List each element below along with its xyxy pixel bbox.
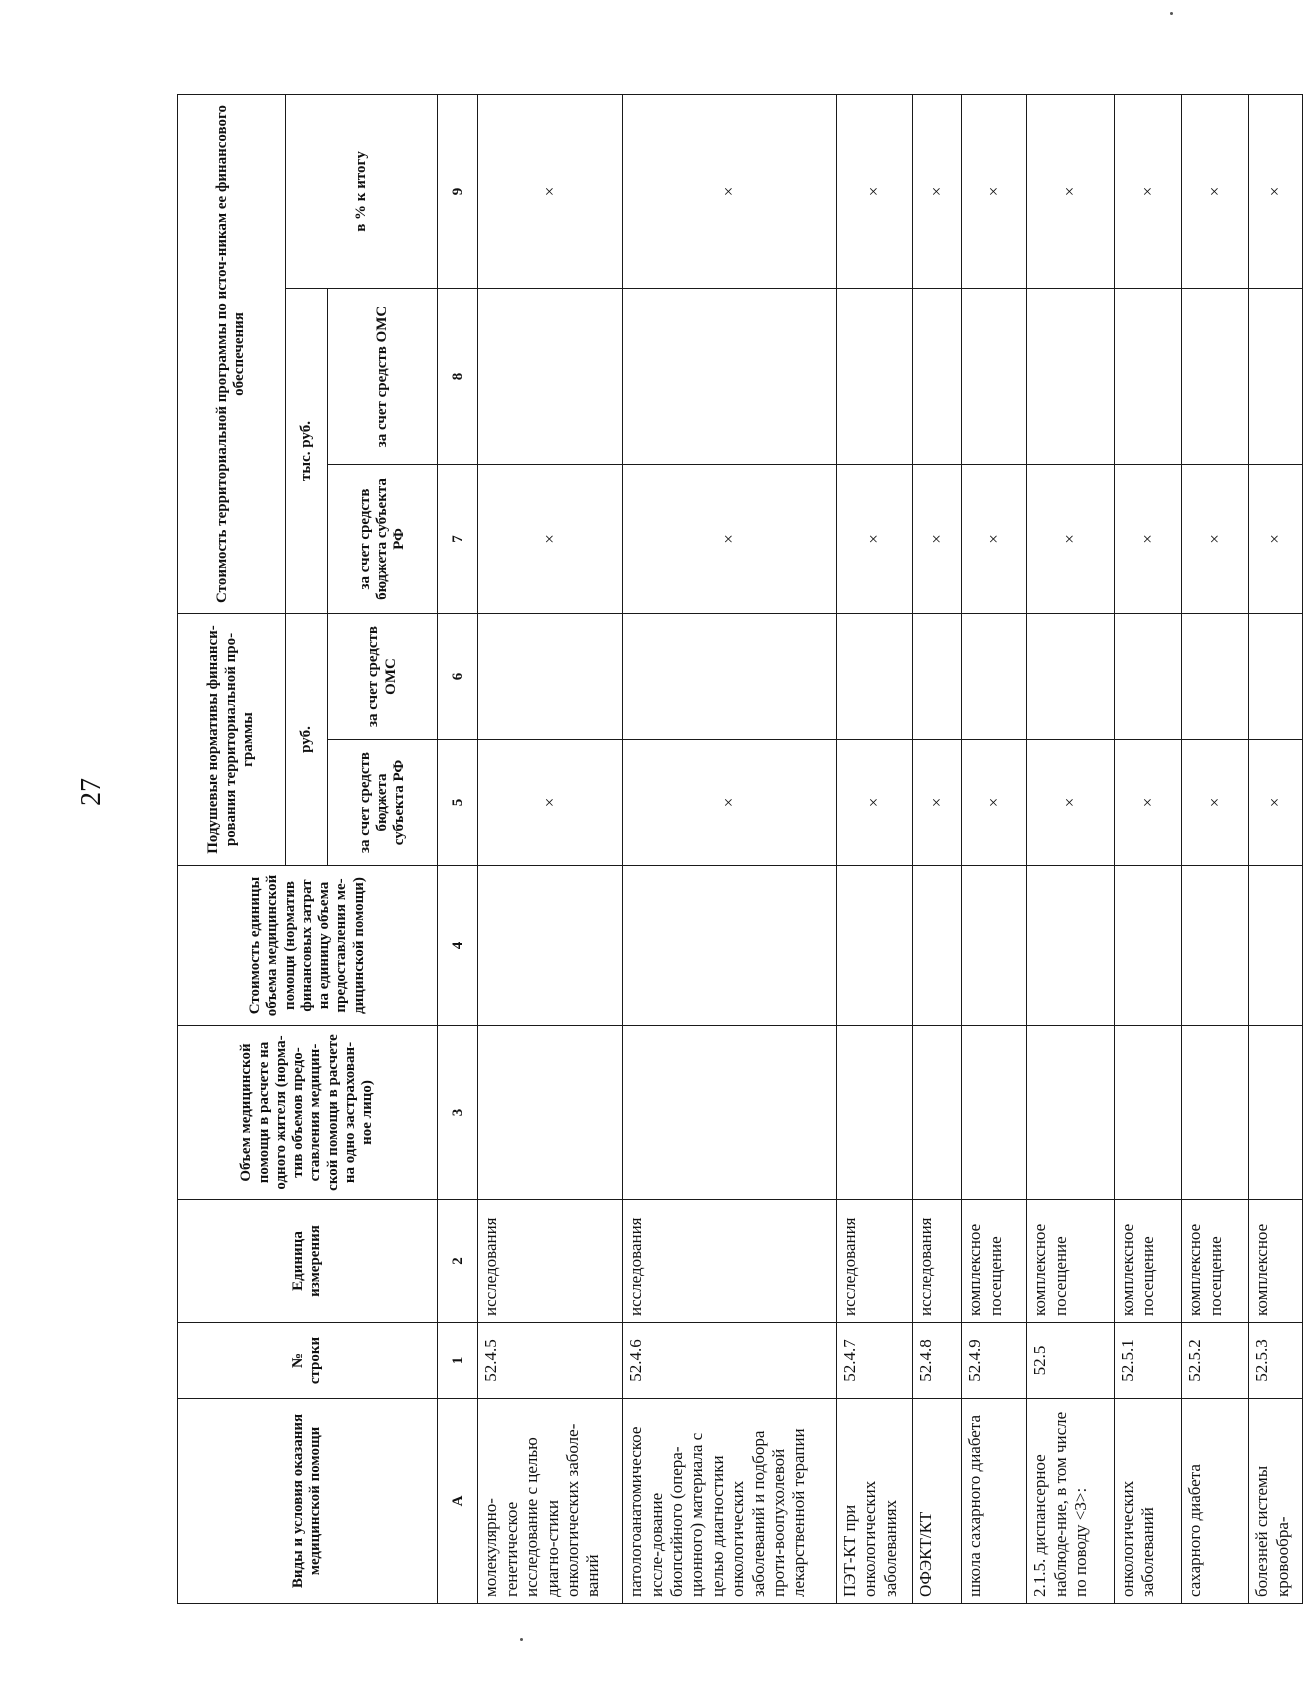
page-number: 27 — [76, 778, 107, 806]
header-group-cost: Стоимость территориальной программы по источ-никам ее финансового обеспечения — [178, 94, 286, 613]
header-col-9: в % к итогу — [285, 94, 437, 288]
cell-col6 — [1114, 613, 1181, 739]
cell-col8 — [623, 288, 837, 464]
row-name: ОФЭКТ/КТ — [913, 1399, 962, 1604]
cell-col5: × — [478, 740, 623, 866]
cell-col6 — [1027, 613, 1114, 739]
col-number: А — [437, 1399, 477, 1604]
cell-col9: × — [1027, 94, 1114, 288]
cell-col7: × — [1249, 464, 1303, 613]
row-name: школа сахарного диабета — [962, 1399, 1027, 1604]
cell-col6 — [836, 613, 912, 739]
cell-col8 — [836, 288, 912, 464]
cell-col9: × — [836, 94, 912, 288]
cell-col9: × — [623, 94, 837, 288]
header-col-1: № строки — [178, 1323, 438, 1399]
header-col-2: Единица измерения — [178, 1200, 438, 1323]
col-number: 9 — [437, 94, 477, 288]
row-number: 52.5.3 — [1249, 1323, 1303, 1399]
table-row — [478, 94, 623, 1603]
cell-col5: × — [1182, 740, 1249, 866]
header-col-4: Стоимость единицы объема медицинской помощи (норматив финансовых затрат на единицу объема предоставления ме-дицинской помощи) — [178, 866, 438, 1026]
scan-speck — [1170, 12, 1173, 15]
header-col-7: за счет средств бюджета субъекта РФ — [328, 464, 438, 613]
cell-col4 — [962, 866, 1027, 1026]
header-col-a: Виды и условия оказания медицинской помощи — [178, 1399, 438, 1604]
cell-col5: × — [836, 740, 912, 866]
header-norm-unit: руб. — [285, 613, 328, 865]
row-unit: исследования — [623, 1200, 837, 1323]
table-row — [1249, 94, 1303, 1603]
row-number: 52.5 — [1027, 1323, 1114, 1399]
header-col-6: за счет средств ОМС — [328, 613, 438, 739]
cell-col4 — [1182, 866, 1249, 1026]
cell-col8 — [478, 288, 623, 464]
cell-col9: × — [913, 94, 962, 288]
col-number: 2 — [437, 1200, 477, 1323]
column-number-row — [437, 94, 477, 1603]
cell-col6 — [913, 613, 962, 739]
cell-col8 — [1027, 288, 1114, 464]
cell-col3 — [913, 1026, 962, 1200]
cell-col3 — [1249, 1026, 1303, 1200]
row-number: 52.5.1 — [1114, 1323, 1181, 1399]
cell-col6 — [478, 613, 623, 739]
cell-col5: × — [1249, 740, 1303, 866]
cell-col3 — [1182, 1026, 1249, 1200]
row-number: 52.5.2 — [1182, 1323, 1249, 1399]
table-row — [1027, 94, 1114, 1603]
cell-col4 — [1027, 866, 1114, 1026]
cell-col9: × — [1114, 94, 1181, 288]
col-number: 4 — [437, 866, 477, 1026]
scan-speck — [520, 1638, 523, 1641]
row-unit: исследования — [478, 1200, 623, 1323]
col-number: 7 — [437, 464, 477, 613]
header-col-8: за счет средств ОМС — [328, 288, 438, 464]
cell-col3 — [836, 1026, 912, 1200]
table-row — [836, 94, 912, 1603]
row-name: молекулярно-генетическое исследование с целью диагно-стики онкологических заболе-ваний — [478, 1399, 623, 1604]
header-col-5: за счет средств бюджета субъекта РФ — [328, 740, 438, 866]
cell-col5: × — [1027, 740, 1114, 866]
col-number: 5 — [437, 740, 477, 866]
cell-col5: × — [962, 740, 1027, 866]
cell-col4 — [836, 866, 912, 1026]
row-unit: исследования — [913, 1200, 962, 1323]
cell-col8 — [1182, 288, 1249, 464]
row-unit: комплексное посещение — [962, 1200, 1027, 1323]
cell-col5: × — [1114, 740, 1181, 866]
table-row — [1182, 94, 1249, 1603]
cell-col3 — [1114, 1026, 1181, 1200]
cell-col3 — [1027, 1026, 1114, 1200]
table-row — [623, 94, 837, 1603]
cell-col3 — [478, 1026, 623, 1200]
financing-table — [177, 94, 1303, 1604]
cell-col4 — [478, 866, 623, 1026]
header-group-norm: Подушевые нормативы финанси-рования территориальной про-граммы — [178, 613, 286, 865]
cell-col9: × — [478, 94, 623, 288]
cell-col4 — [623, 866, 837, 1026]
rotated-table-wrapper — [177, 95, 1303, 1604]
cell-col9: × — [1249, 94, 1303, 288]
cell-col6 — [1249, 613, 1303, 739]
row-name: ПЭТ-КТ при онкологических заболеваниях — [836, 1399, 912, 1604]
cell-col8 — [1114, 288, 1181, 464]
cell-col9: × — [1182, 94, 1249, 288]
col-number: 8 — [437, 288, 477, 464]
cell-col5: × — [913, 740, 962, 866]
cell-col3 — [962, 1026, 1027, 1200]
cell-col6 — [962, 613, 1027, 739]
header-cost-unit: тыс. руб. — [285, 288, 328, 613]
cell-col8 — [1249, 288, 1303, 464]
col-number: 3 — [437, 1026, 477, 1200]
cell-col7: × — [478, 464, 623, 613]
row-name: болезней системы кровообра- — [1249, 1399, 1303, 1604]
row-unit: комплексное посещение — [1114, 1200, 1181, 1323]
cell-col5: × — [623, 740, 837, 866]
table-row — [1114, 94, 1181, 1603]
col-number: 6 — [437, 613, 477, 739]
cell-col7: × — [962, 464, 1027, 613]
cell-col8 — [962, 288, 1027, 464]
row-unit: комплексное посещение — [1182, 1200, 1249, 1323]
col-number: 1 — [437, 1323, 477, 1399]
cell-col7: × — [913, 464, 962, 613]
cell-col6 — [1182, 613, 1249, 739]
cell-col8 — [913, 288, 962, 464]
cell-col7: × — [836, 464, 912, 613]
row-name: патологоанатомическое иссле-дование биопсийного (опера-ционного) материала с целью диагностики онкологических заболеваний и подбора проти-воопухолевой лекарственной терапии — [623, 1399, 837, 1604]
cell-col6 — [623, 613, 837, 739]
row-number: 52.4.5 — [478, 1323, 623, 1399]
cell-col4 — [1249, 866, 1303, 1026]
cell-col9: × — [962, 94, 1027, 288]
cell-col7: × — [1182, 464, 1249, 613]
row-unit: комплексное — [1249, 1200, 1303, 1323]
cell-col4 — [913, 866, 962, 1026]
row-name: онкологических заболеваний — [1114, 1399, 1181, 1604]
cell-col7: × — [1114, 464, 1181, 613]
row-number: 52.4.8 — [913, 1323, 962, 1399]
row-number: 52.4.7 — [836, 1323, 912, 1399]
row-unit: комплексное посещение — [1027, 1200, 1114, 1323]
cell-col7: × — [623, 464, 837, 613]
row-name: сахарного диабета — [1182, 1399, 1249, 1604]
cell-col3 — [623, 1026, 837, 1200]
row-number: 52.4.6 — [623, 1323, 837, 1399]
cell-col7: × — [1027, 464, 1114, 613]
row-unit: исследования — [836, 1200, 912, 1323]
cell-col4 — [1114, 866, 1181, 1026]
row-name: 2.1.5. диспансерное наблюде-ние, в том числе по поводу <3>: — [1027, 1399, 1114, 1604]
table-row — [962, 94, 1027, 1603]
header-col-3: Объем медицинской помощи в расчете на одного жителя (норма-тив объемов предо-ставления медицин-ской помощи в расчете на одно застрахован-ное лицо) — [178, 1026, 438, 1200]
row-number: 52.4.9 — [962, 1323, 1027, 1399]
table-row — [913, 94, 962, 1603]
